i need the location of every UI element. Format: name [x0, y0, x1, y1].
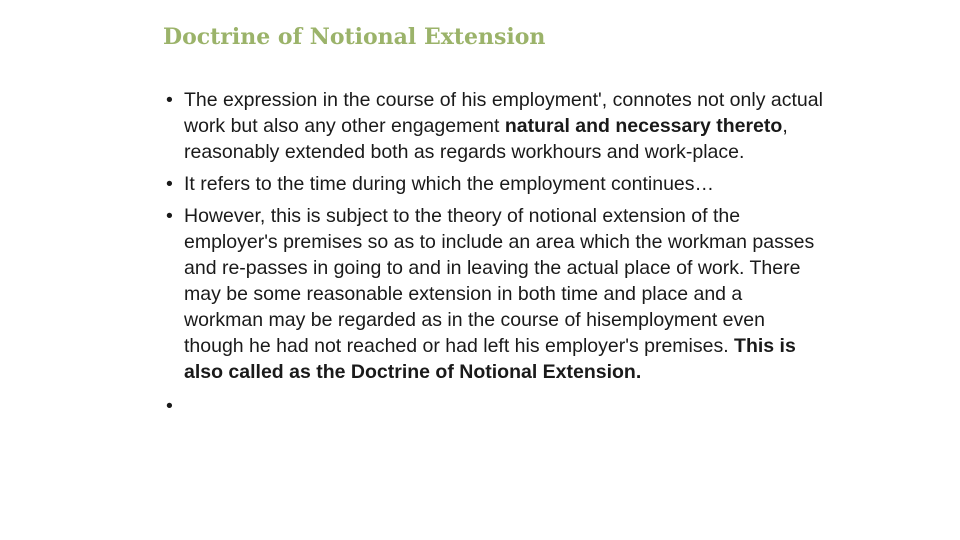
bullet-item [166, 203, 826, 385]
slide-title: Doctrine of Notional Extension [163, 24, 546, 50]
bullet-text: The expression in the course of his employment', connotes not only actual work but also any other engagement natural and necessary thereto, reasonably extended both as regards workhours and work-place. [184, 89, 823, 163]
bullet-dot: • [166, 173, 173, 195]
bullet-item [166, 171, 826, 197]
bullet-text: It refers to the time during which the employment continues… [184, 173, 715, 195]
bold-phrase: This is also called as the Doctrine of Notional Extension. [184, 335, 796, 383]
bullet-list [166, 87, 826, 425]
bullet-text: However, this is subject to the theory of notional extension of the employer's premises so as to include an area which the workman passes and re-passes in going to and in leaving the actual place of work. There may be some reasonable extension in both time and place and a workman may be regarded as in the course of hisemployment even though he had not reached or had left his employer's premises. This is also called as the Doctrine of Notional Extension. [184, 205, 815, 383]
bullet-dot: • [166, 89, 173, 111]
bullet-item [166, 87, 826, 165]
bullet-dot: • [166, 205, 173, 227]
bold-phrase: natural and necessary thereto [504, 115, 783, 137]
bullet-item-empty [166, 393, 826, 419]
bullet-dot: • [166, 395, 173, 417]
